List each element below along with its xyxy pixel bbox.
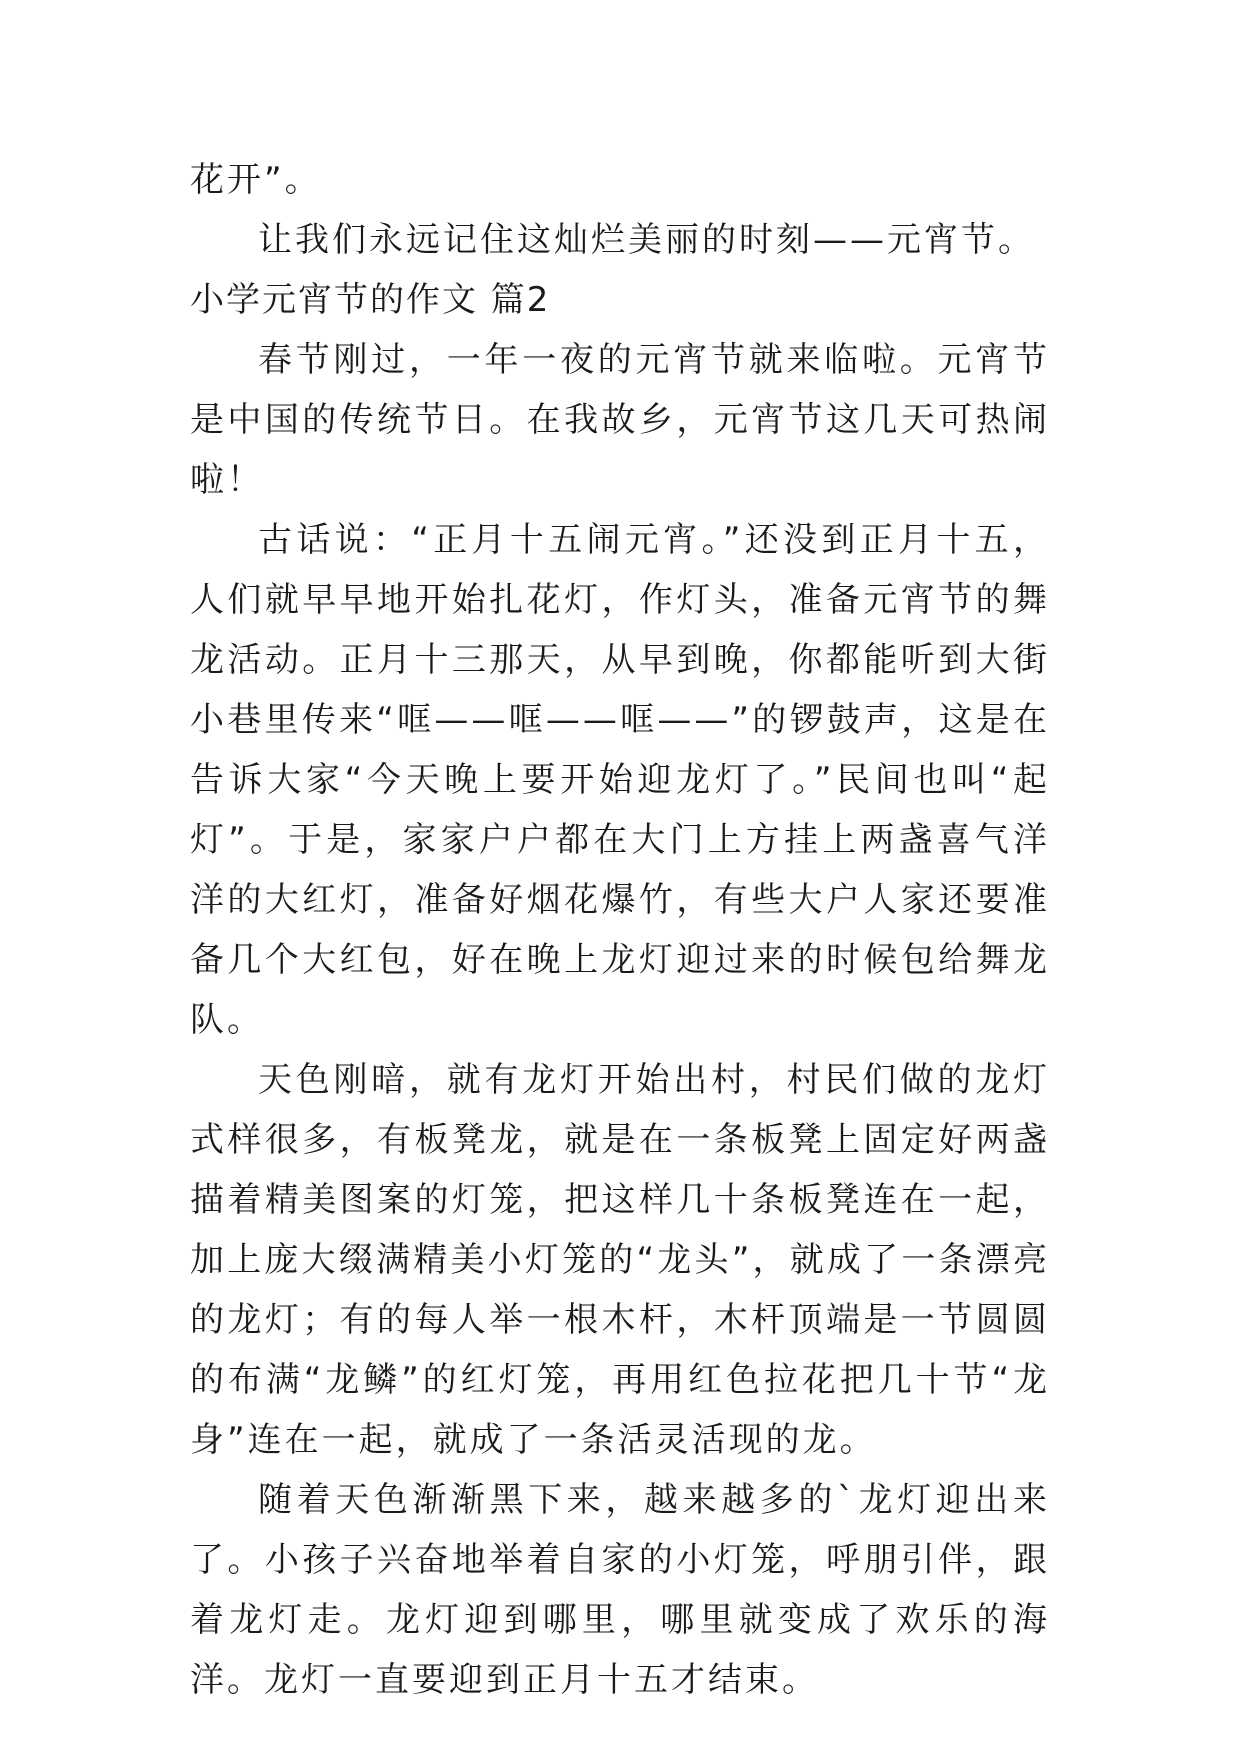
body-paragraph: 随着天色渐渐黑下来，越来越多的`龙灯迎出来了。小孩子兴奋地举着自家的小灯笼，呼朋引伴，跟着龙灯走。龙灯迎到哪里，哪里就变成了欢乐的海洋。龙灯一直要迎到正月十五才结束。 — [190, 1480, 1050, 1700]
closing-paragraph: 让我们永远记住这灿烂美丽的时刻——元宵节。 — [258, 220, 1035, 260]
document-body — [190, 150, 1050, 1710]
body-paragraph: 天色刚暗，就有龙灯开始出村，村民们做的龙灯式样很多，有板凳龙，就是在一条板凳上固定好两盏描着精美图案的灯笼，把这样几十条板凳连在一起，加上庞大缀满精美小灯笼的“龙头”，就成了一条漂亮的龙灯；有的每人举一根木杆，木杆顶端是一节圆圆的布满“龙鳞”的红灯笼，再用红色拉花把几十节“龙身”连在一起，就成了一条活灵活现的龙。 — [190, 1060, 1050, 1460]
essay-heading: 小学元宵节的作文 篇2 — [190, 280, 551, 320]
body-paragraph: 春节刚过，一年一夜的元宵节就来临啦。元宵节是中国的传统节日。在我故乡，元宵节这几天可热闹啦！ — [190, 340, 1050, 500]
body-paragraph: 古话说：“正月十五闹元宵。”还没到正月十五，人们就早早地开始扎花灯，作灯头，准备元宵节的舞龙活动。正月十三那天，从早到晚，你都能听到大街小巷里传来“哐——哐——哐——”的锣鼓声，这是在告诉大家“今天晚上要开始迎龙灯了。”民间也叫“起灯”。于是，家家户户都在大门上方挂上两盏喜气洋洋的大红灯，准备好烟花爆竹，有些大户人家还要准备几个大红包，好在晚上龙灯迎过来的时候包给舞龙队。 — [190, 520, 1050, 1040]
continuation-paragraph: 花开”。 — [190, 160, 322, 200]
